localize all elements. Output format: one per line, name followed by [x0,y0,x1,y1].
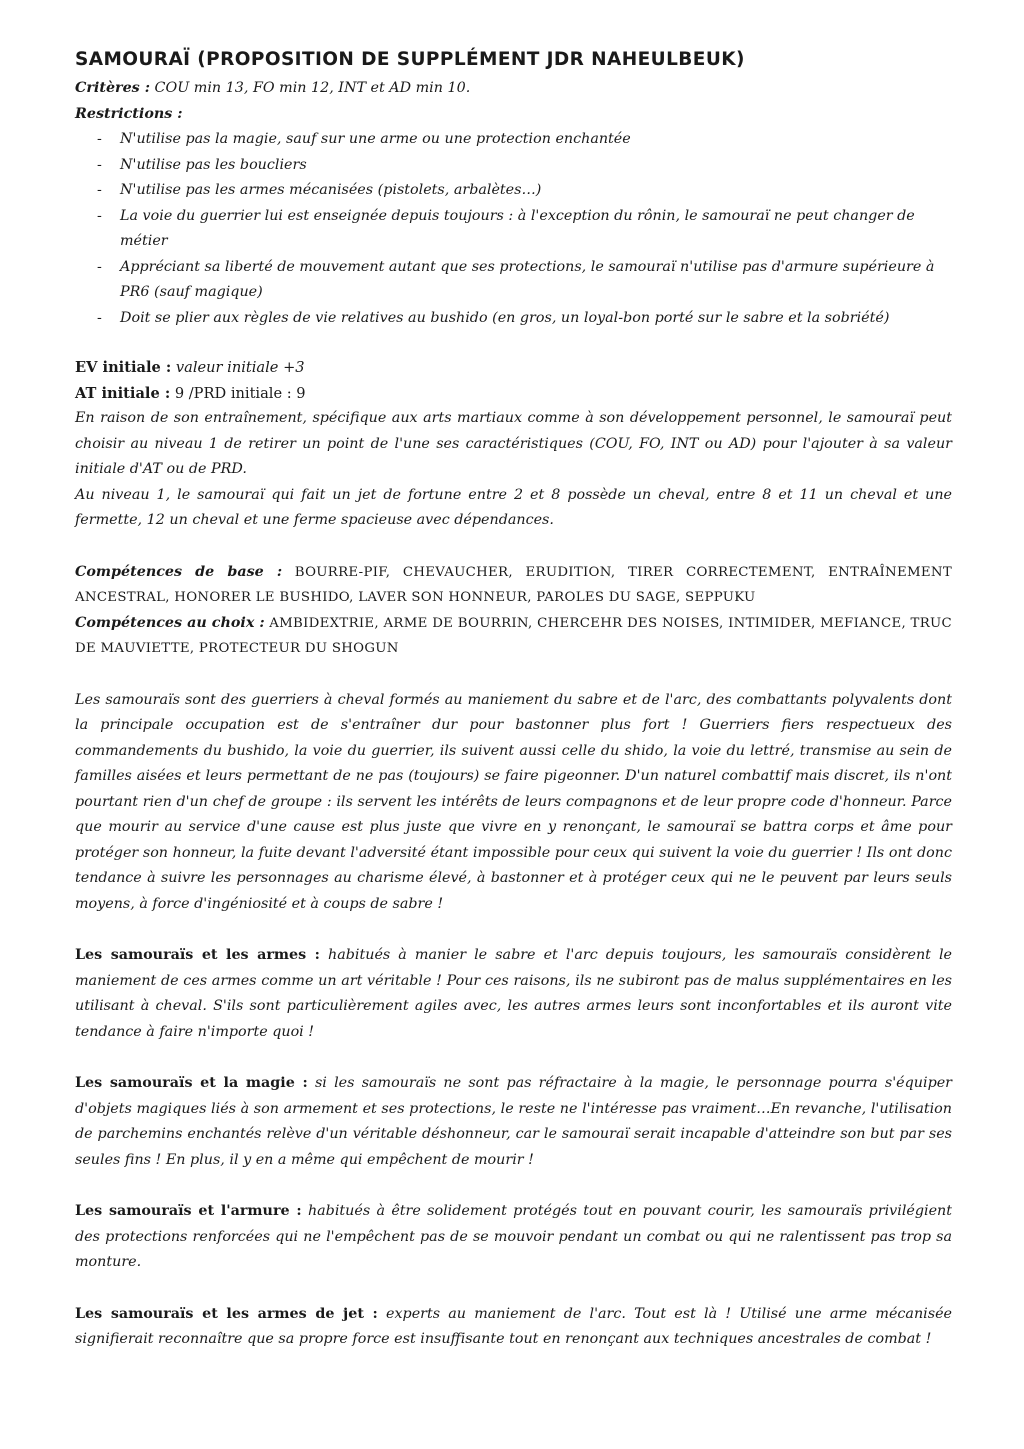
at-value: 9 /PRD initiale : 9 [174,384,306,402]
list-item: - N'utilise pas la magie, sauf sur une arme ou une protection enchantée [75,127,952,153]
competences-base-label: Compétences de base : [75,563,283,580]
ev-value: valeur initiale +3 [175,359,305,376]
section-text: habitués à manier le sabre et l'arc depuis toujours, les samouraïs considèrent le maniement de ces armes comme un art véritable ! Pour ces raisons, ils ne subiront pas de malus supplémentaires en les utilisant à cheval. S'ils sont particulièrement agiles avec, les autres armes leurs sont inconfortables et ils auront vite tendance à faire n'importe quoi ! [75,947,952,1040]
section-text: habitués à être solidement protégés tout en pouvant courir, les samouraïs privilégient des protections renforcées qui ne l'empêchent pas de se mouvoir pendant un combat ou qui ne ralentissent pas trop sa monture. [75,1203,952,1270]
section-magie [75,1071,952,1173]
criteres-line [75,76,952,102]
section-text: experts au maniement de l'arc. Tout est là ! Utilisé une arme mécanisée signifierait reconnaître que sa propre force est insuffisante tout en renonçant aux techniques ancestrales de combat ! [75,1305,952,1347]
criteres-label: Critères : [75,80,150,96]
list-item: - Doit se plier aux règles de vie relatives au bushido (en gros, un loyal-bon porté sur le sabre et la sobriété) [75,306,952,332]
competences-base-text: BOURRE-PIF, CHEVAUCHER, ERUDITION, TIRER CORRECTEMENT, ENTRAÎNEMENT ANCESTRAL, HONORER LE BUSHIDO, LAVER SON HONNEUR, PAROLES DU SAGE, SEPPUKU [75,564,953,605]
page-title: SAMOURAÏ (PROPOSITION DE SUPPLÉMENT JDR NAHEULBEUK) [75,49,745,70]
section-label: Les samouraïs et les armes de jet : [75,1305,378,1322]
competences-base [75,560,952,611]
stats-paragraph: En raison de son entraînement, spécifique aux arts martiaux comme à son développement personnel, le samouraï peut choisir au niveau 1 de retirer un point de l'une ses caractéristiques (COU, FO, INT ou AD) pour l'ajouter à sa valeur initiale d'AT ou de PRD. [75,410,952,477]
list-item: - N'utilise pas les armes mécanisées (pistolets, arbalètes…) [75,178,952,204]
competences-choix-text: AMBIDEXTRIE, ARME DE BOURRIN, CHERCEHR DES NOISES, INTIMIDER, MEFIANCE, TRUC DE MAUVIETTE, PROTECTEUR DU SHOGUN [75,615,952,656]
ev-initiale-line [75,355,952,381]
ev-label: EV initiale : [75,359,172,376]
at-label: AT initiale : [75,384,171,402]
section-armes [75,943,952,1045]
list-item: - La voie du guerrier lui est enseignée depuis toujours : à l'exception du rônin, le samouraï ne peut changer de métier [75,204,952,255]
competences-choix-label: Compétences au choix : [75,614,265,631]
list-item: - Appréciant sa liberté de mouvement autant que ses protections, le samouraï n'utilise pas d'armure supérieure à PR6 (sauf magique) [75,255,952,306]
at-initiale-line [75,381,952,407]
section-text: si les samouraïs ne sont pas réfractaire à la magie, le personnage pourra s'équiper d'objets magiques liés à son armement et ses protections, le reste ne l'intéresse pas vraiment…En revanche, l'utilisation de parchemins enchantés relève d'un véritable déshonneur, car le samouraï serait incapable d'atteindre son but par ses seules fins ! En plus, il y en a même qui empêchent de mourir ! [75,1075,953,1168]
competences-choix [75,611,952,662]
criteres-text: COU min 13, FO min 12, INT et AD min 10. [154,80,471,96]
section-armure [75,1199,952,1276]
section-armes-de-jet [75,1302,952,1353]
stats-paragraph: Au niveau 1, le samouraï qui fait un jet de fortune entre 2 et 8 possède un cheval, entre 8 et 11 un cheval et une fermette, 12 un cheval et une ferme spacieuse avec dépendances. [75,486,952,528]
restrictions-list [75,127,952,331]
restrictions-label: Restrictions : [75,105,183,122]
list-item: - N'utilise pas les boucliers [75,153,952,179]
section-label: Les samouraïs et les armes : [75,947,320,963]
section-label: Les samouraïs et l'armure : [75,1203,302,1219]
intro-paragraph: Les samouraïs sont des guerriers à cheval formés au maniement du sabre et de l'arc, des combattants polyvalents dont la principale occupation est de s'entraîner dur pour bastonner plus fort ! Guerriers fiers respectueux des commandements du bushido, la voie du guerrier, ils suivent aussi celle du shido, la voie du lettré, transmise au sein de familles aisées et leurs permettant de ne pas (toujours) se faire pigeonner. D'un naturel combattif mais discret, ils n'ont pourtant rien d'un chef de groupe : ils servent les intérêts de leurs compagnons et de leur propre code d'honneur. Parce que mourir au service d'une cause est plus juste que vivre en y renonçant, le samouraï se battra corps et âme pour protéger son honneur, la fuite devant l'adversité étant impossible pour ceux qui suivent la voie du guerrier ! Ils ont donc tendance à suivre les personnages au charisme élevé, à bastonner et à protéger ceux qui ne le peuvent par leurs seuls moyens, à force d'ingéniosité et à coups de sabre ! [75,691,952,912]
section-label: Les samouraïs et la magie : [75,1075,308,1091]
